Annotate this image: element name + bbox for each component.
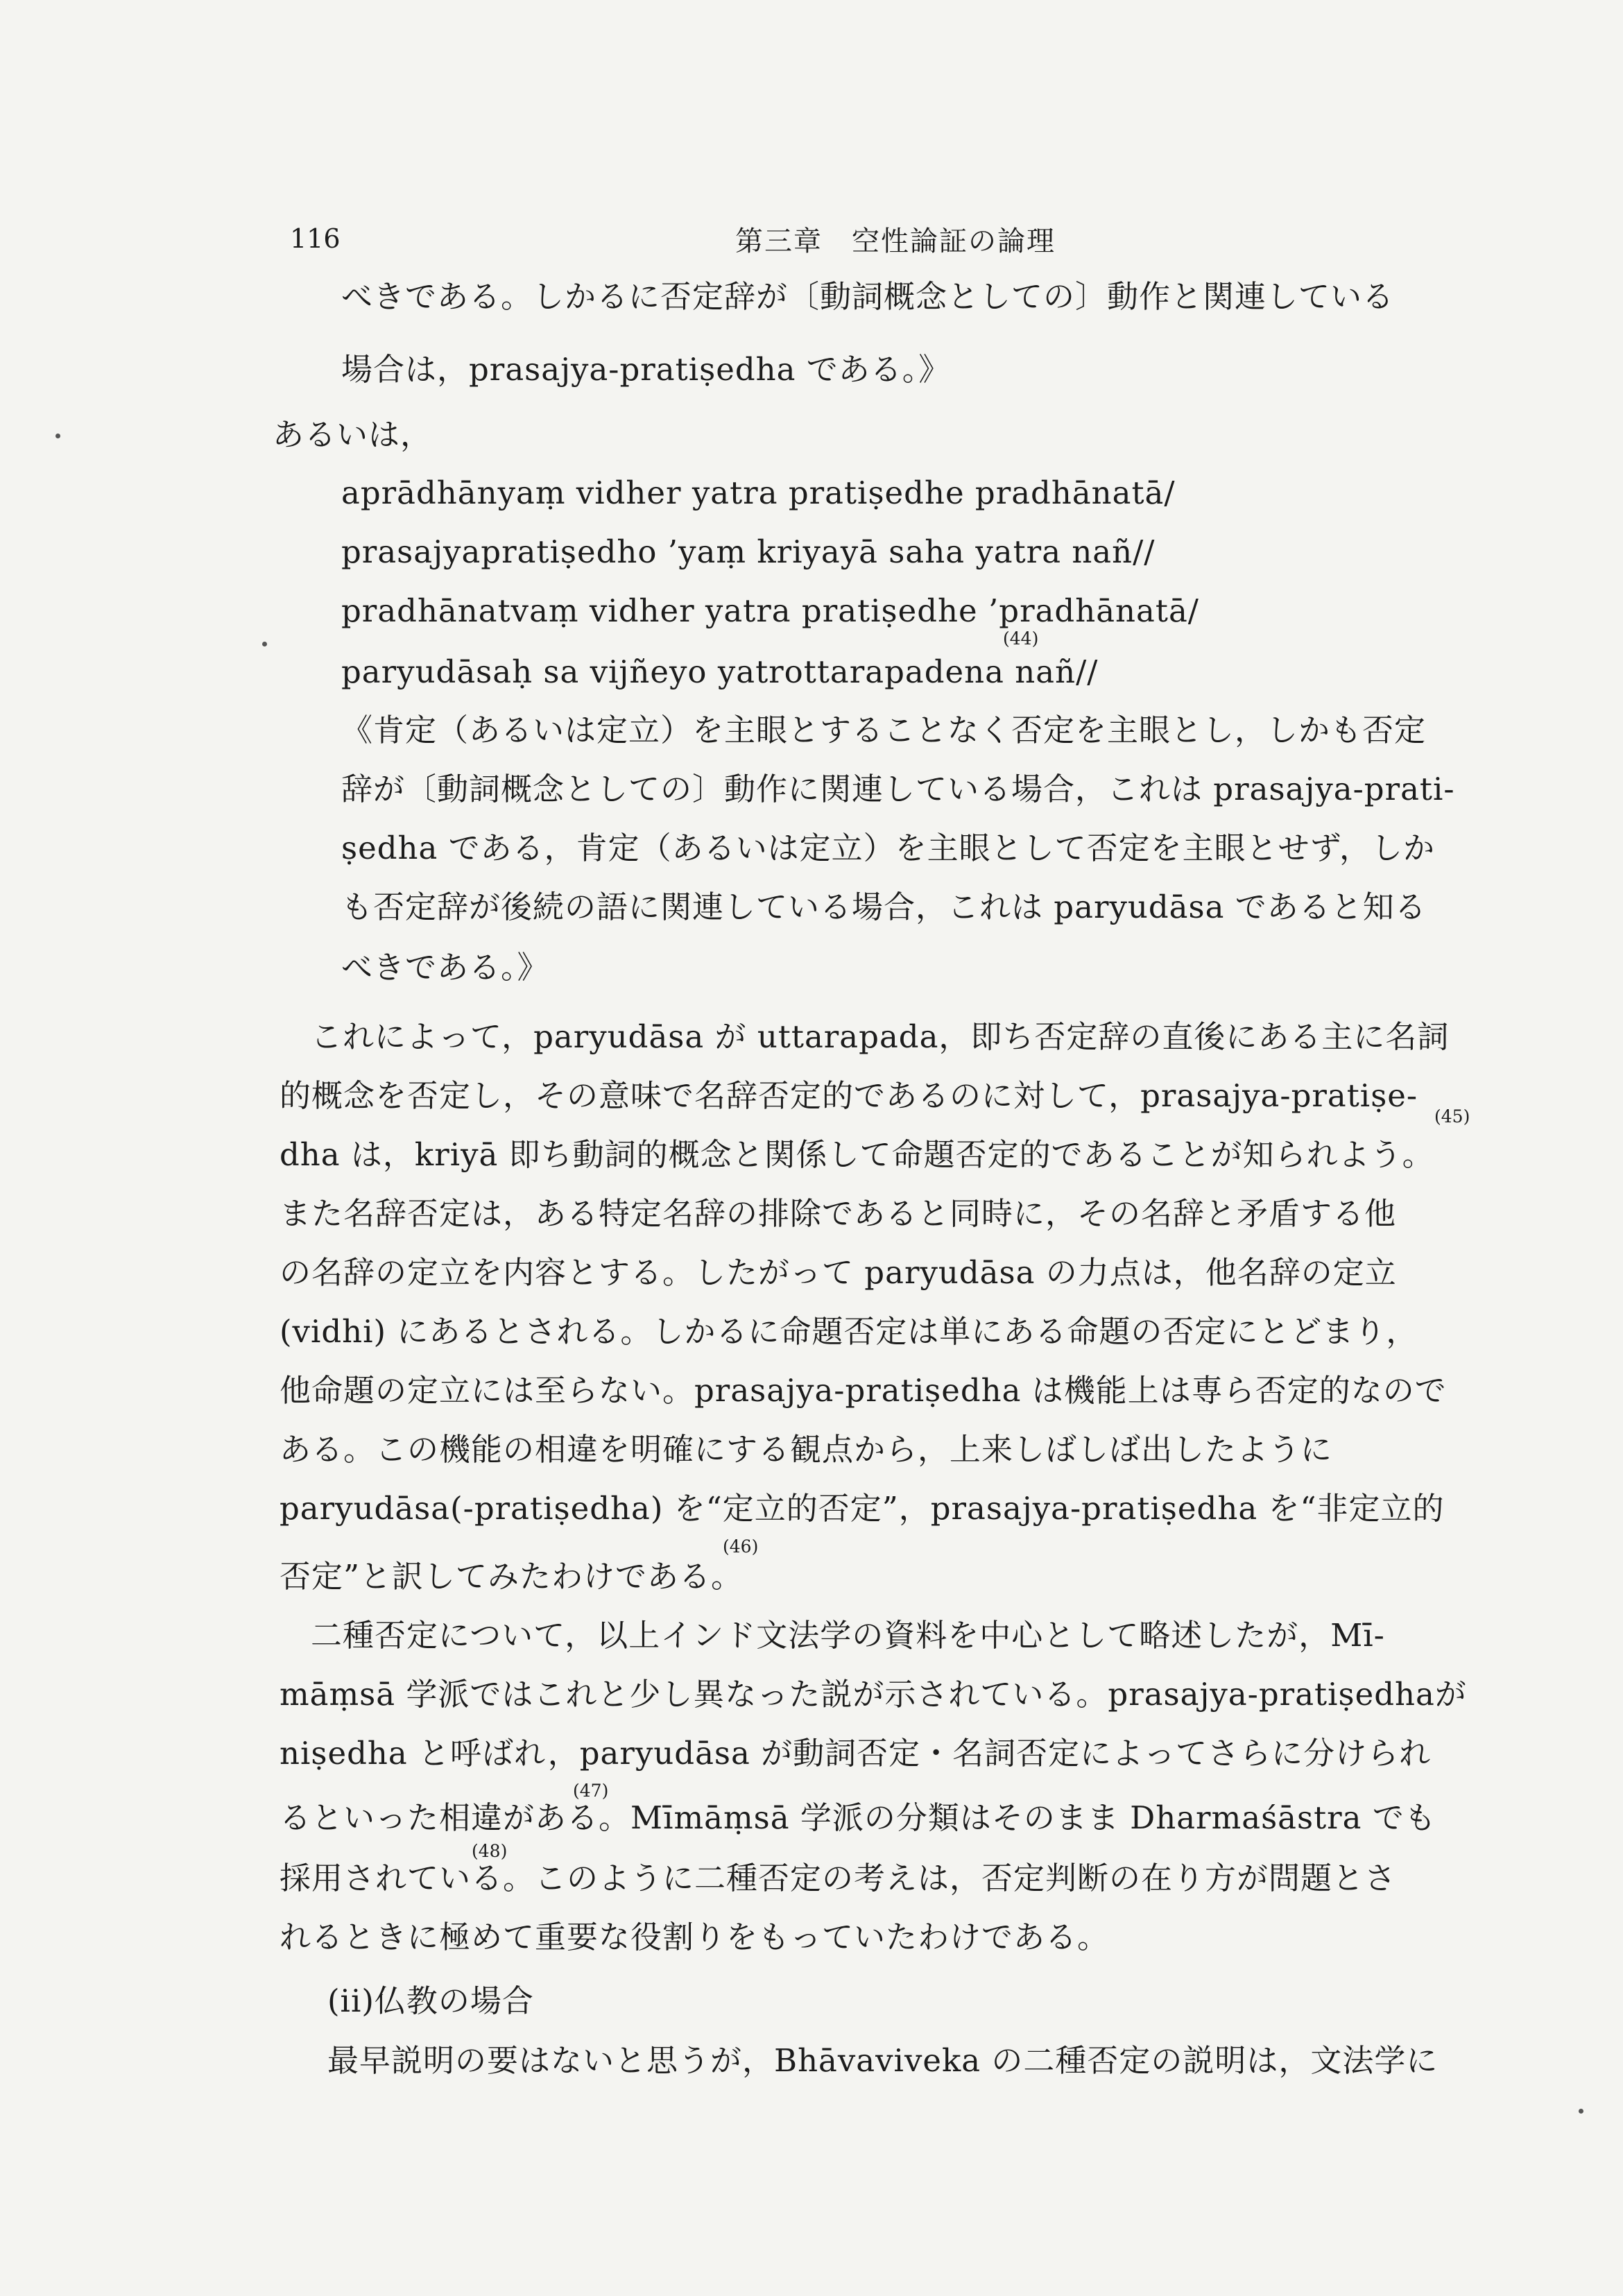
text-line: あるいは，: [273, 416, 433, 453]
text-line: べきである。しかるに否定辞が〔動詞概念としての〕動作と関連している: [341, 278, 1395, 315]
text-line: るといった相違がある。Mīmāṃsā 学派の分類はそのまま Dharmaśāstra でも: [280, 1799, 1436, 1836]
footnote-ref: (47): [573, 1781, 609, 1801]
text-line: 他命題の定立には至らない。prasajya-pratiṣedha は機能上は専ら否定的なので: [280, 1372, 1447, 1409]
text-line: māṃsā 学派ではこれと少し異なった説が示されている。prasajya-pratiṣedhaが: [280, 1676, 1467, 1713]
text-line: も否定辞が後続の語に関連している場合，これは paryudāsa であると知る: [341, 889, 1427, 925]
running-title: 第三章 空性論証の論理: [735, 225, 1056, 257]
text-line: これによって，paryudāsa が uttarapada，即ち否定辞の直後にある主に名詞: [311, 1018, 1450, 1055]
text-line: 《肯定（あるいは定立）を主眼とすることなく否定を主眼とし，しかも否定: [341, 712, 1427, 748]
scan-speck: [55, 434, 60, 438]
text-line: 辞が〔動詞概念としての〕動作に関連している場合，これは prasajya-prati-: [341, 771, 1455, 807]
scan-speck: [262, 642, 267, 646]
text-line: れるときに極めて重要な役割りをもっていたわけである。: [280, 1919, 1110, 1955]
footnote-ref: (45): [1434, 1106, 1470, 1126]
text-line: べきである。》: [341, 949, 549, 986]
text-line: 採用されている。このように二種否定の考えは，否定判断の在り方が問題とさ: [280, 1860, 1397, 1896]
text-line: ある。この機能の相違を明確にする観点から，上来しばしば出したように: [280, 1431, 1333, 1468]
footnote-ref: (48): [472, 1841, 508, 1861]
verse-line: prasajyapratiṣedho ’yaṃ kriyayā saha yatra nañ//: [341, 533, 1156, 570]
text-line: 二種否定について，以上インド文法学の資料を中心として略述したが，Mī-: [311, 1617, 1385, 1654]
verse-line: pradhānatvaṃ vidher yatra pratiṣedhe ’pradhānatā/: [341, 592, 1199, 629]
verse-line: aprādhānyaṃ vidher yatra pratiṣedhe pradhānatā/: [341, 474, 1176, 511]
text-line: 最早説明の要はないと思うが，Bhāvaviveka の二種否定の説明は，文法学に: [327, 2042, 1439, 2079]
text-line: ṣedha である，肯定（あるいは定立）を主眼として否定を主眼とせず，しか: [341, 830, 1436, 866]
text-line: 的概念を否定し，その意味で名辞否定的であるのに対して，prasajya-pratiṣe-: [280, 1077, 1418, 1114]
footnote-ref: (46): [723, 1536, 759, 1557]
section-heading: (ii)仏教の場合: [327, 1982, 534, 2019]
text-line: niṣedha と呼ばれ，paryudāsa が動詞否定・名詞否定によってさらに分けられ: [280, 1735, 1432, 1772]
verse-line: paryudāsaḥ sa vijñeyo yatrottarapadena nañ//: [341, 653, 1099, 690]
text-line: また名辞否定は，ある特定名辞の排除であると同時に，その名辞と矛盾する他: [280, 1195, 1397, 1232]
text-line: 否定”と訳してみたわけである。: [280, 1558, 744, 1595]
scan-speck: [1579, 2109, 1583, 2114]
text-line: 場合は，prasajya-pratiṣedha である。》: [341, 351, 951, 388]
text-line: dha は，kriyā 即ち動詞的概念と関係して命題否定的であることが知られよう。: [280, 1136, 1434, 1173]
footnote-ref: (44): [1003, 628, 1039, 649]
page-number: 116: [290, 223, 341, 254]
page-header: [0, 223, 1623, 265]
text-line: paryudāsa(-pratiṣedha) を“定立的否定”，prasajya-pratiṣedha を“非定立的: [280, 1490, 1445, 1527]
text-line: (vidhi) にあるとされる。しかるに命題否定は単にある命題の否定にとどまり，: [280, 1313, 1418, 1350]
text-line: の名辞の定立を内容とする。したがって paryudāsa の力点は，他名辞の定立: [280, 1254, 1397, 1291]
